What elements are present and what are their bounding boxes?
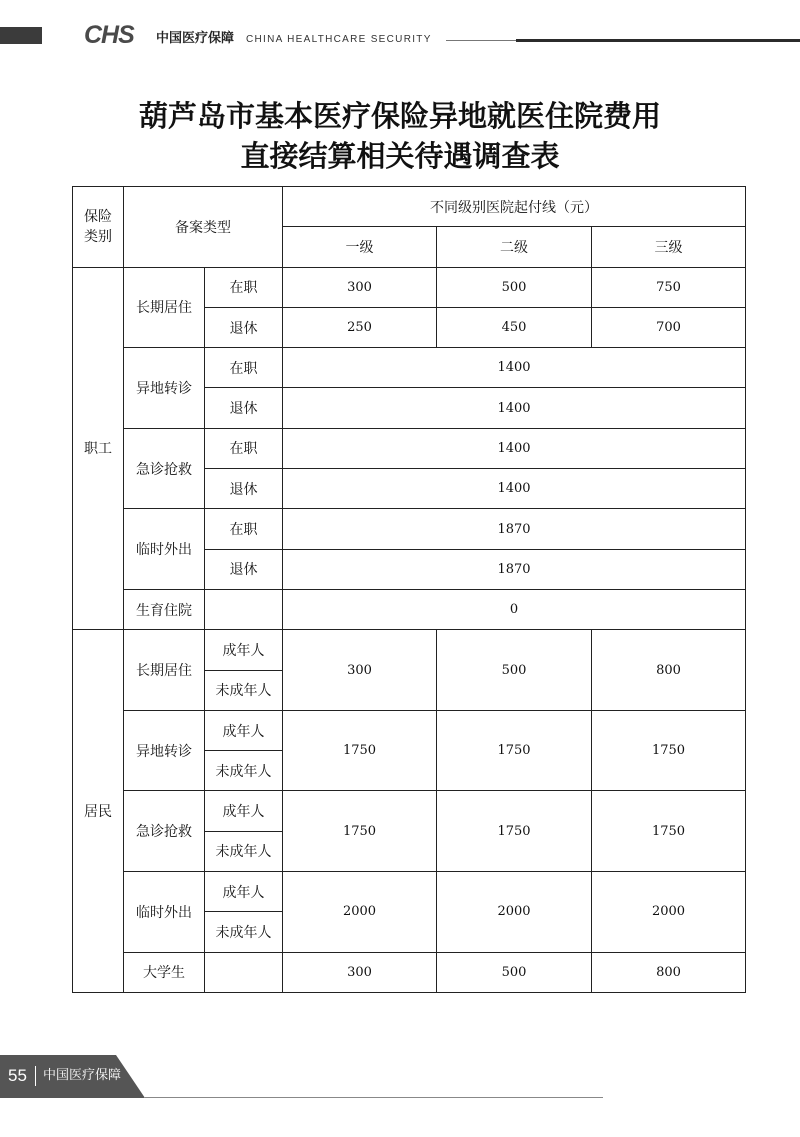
status-cell: 退休 (205, 549, 283, 589)
status-cell: 退休 (205, 388, 283, 428)
header-name-en: CHINA HEALTHCARE SECURITY (246, 34, 432, 45)
footer-rule (145, 1097, 603, 1098)
status-cell: 未成年人 (205, 912, 283, 952)
footer-separator (35, 1066, 36, 1086)
value-cell: 1750 (437, 791, 592, 872)
value-cell: 300 (283, 267, 437, 307)
value-cell: 1750 (592, 791, 746, 872)
type-transfer: 异地转诊 (124, 710, 205, 791)
value-cell: 0 (283, 589, 746, 629)
table-row (73, 952, 746, 992)
chs-logo: CHS (84, 21, 134, 49)
table-row (73, 267, 746, 307)
status-cell: 退休 (205, 307, 283, 347)
type-temporary: 临时外出 (124, 509, 205, 590)
value-cell: 800 (592, 630, 746, 711)
value-cell: 1750 (437, 710, 592, 791)
type-student: 大学生 (124, 952, 205, 992)
page-number: 55 (8, 1066, 27, 1085)
status-cell: 未成年人 (205, 670, 283, 710)
table-header-row (73, 187, 746, 227)
status-cell: 成年人 (205, 872, 283, 912)
category-employee: 职工 (73, 267, 124, 630)
header-threshold-group: 不同级别医院起付线（元） (283, 187, 746, 227)
table-row (73, 710, 746, 750)
status-cell: 成年人 (205, 710, 283, 750)
value-cell: 1750 (283, 791, 437, 872)
value-cell: 2000 (592, 872, 746, 953)
header-level-1: 一级 (283, 227, 437, 267)
type-long-term: 长期居住 (124, 630, 205, 711)
status-cell-empty (205, 589, 283, 629)
type-temporary: 临时外出 (124, 872, 205, 953)
type-maternity: 生育住院 (124, 589, 205, 629)
status-cell-empty (205, 952, 283, 992)
value-cell: 1400 (283, 469, 746, 509)
value-cell: 250 (283, 307, 437, 347)
type-emergency: 急诊抢救 (124, 791, 205, 872)
value-cell: 300 (283, 630, 437, 711)
status-cell: 成年人 (205, 630, 283, 670)
header-rule-thin (446, 40, 516, 41)
header-level-2: 二级 (437, 227, 592, 267)
status-cell: 在职 (205, 267, 283, 307)
status-cell: 在职 (205, 509, 283, 549)
table-row (73, 348, 746, 388)
table-row (73, 630, 746, 670)
header-rule-thick (516, 39, 800, 42)
value-cell: 1750 (592, 710, 746, 791)
value-cell: 500 (437, 267, 592, 307)
value-cell: 1870 (283, 549, 746, 589)
threshold-table (72, 186, 746, 993)
status-cell: 退休 (205, 469, 283, 509)
value-cell: 450 (437, 307, 592, 347)
header-decor-block (0, 27, 42, 44)
table-row (73, 428, 746, 468)
table-row (73, 509, 746, 549)
status-cell: 在职 (205, 348, 283, 388)
type-long-term: 长期居住 (124, 267, 205, 348)
value-cell: 500 (437, 952, 592, 992)
value-cell: 1750 (283, 710, 437, 791)
value-cell: 700 (592, 307, 746, 347)
table-row (73, 589, 746, 629)
page-title-line1: 葫芦岛市基本医疗保险异地就医住院费用 (138, 99, 661, 133)
status-cell: 未成年人 (205, 831, 283, 871)
header-level-3: 三级 (592, 227, 746, 267)
value-cell: 800 (592, 952, 746, 992)
category-resident: 居民 (73, 630, 124, 993)
table-row (73, 872, 746, 912)
header-insurance-category-line1: 保险 (84, 208, 112, 225)
value-cell: 500 (437, 630, 592, 711)
type-emergency: 急诊抢救 (124, 428, 205, 509)
header-name-cn: 中国医疗保障 (156, 31, 235, 46)
value-cell: 1400 (283, 388, 746, 428)
type-transfer: 异地转诊 (124, 348, 205, 429)
value-cell: 1870 (283, 509, 746, 549)
footer-name-cn: 中国医疗保障 (43, 1068, 122, 1083)
table-row (73, 791, 746, 831)
header-insurance-category-line2: 类别 (84, 228, 112, 245)
value-cell: 1400 (283, 348, 746, 388)
value-cell: 300 (283, 952, 437, 992)
value-cell: 2000 (437, 872, 592, 953)
status-cell: 未成年人 (205, 751, 283, 791)
value-cell: 750 (592, 267, 746, 307)
value-cell: 2000 (283, 872, 437, 953)
status-cell: 在职 (205, 428, 283, 468)
page-title-line2: 直接结算相关待遇调查表 (240, 139, 560, 173)
status-cell: 成年人 (205, 791, 283, 831)
header-insurance-category (73, 187, 124, 268)
value-cell: 1400 (283, 428, 746, 468)
header-filing-type: 备案类型 (124, 187, 283, 268)
